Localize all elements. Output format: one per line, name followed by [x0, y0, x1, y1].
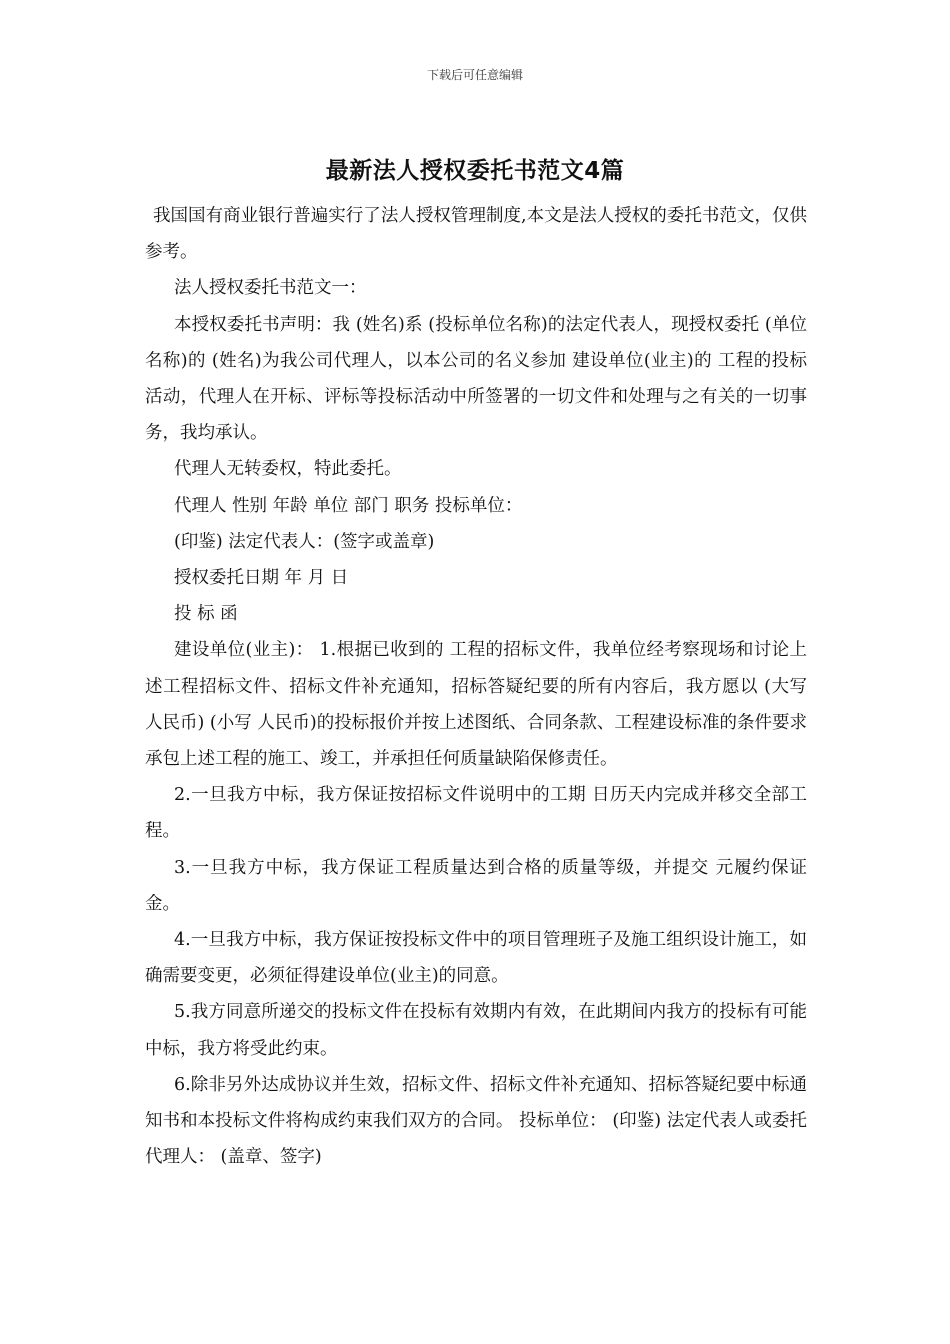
body-paragraph: 代理人无转委权，特此委托。 — [174, 459, 402, 480]
section-heading: 投 标 函 — [174, 604, 238, 625]
page-header-note: 下载后可任意编辑 — [426, 68, 523, 82]
list-item: 4.一旦我方中标，我方保证按投标文件中的项目管理班子及施工组织设计施工，如确需要变更，必须征得建设单位(业主)的同意。 — [145, 930, 807, 987]
section-heading: 法人授权委托书范文一： — [174, 278, 367, 299]
list-item: 2.一旦我方中标，我方保证按招标文件说明中的工期 日历天内完成并移交全部工程。 — [145, 785, 807, 842]
form-line: (印鉴) 法定代表人：(签字或盖章) — [174, 531, 435, 552]
document-title: 最新法人授权委托书范文4篇 — [325, 158, 625, 184]
form-line: 授权委托日期 年 月 日 — [174, 568, 349, 589]
list-item: 3.一旦我方中标，我方保证工程质量达到合格的质量等级，并提交 元履约保证金。 — [145, 857, 807, 914]
document-body — [145, 198, 807, 1175]
form-line: 代理人 性别 年龄 单位 部门 职务 投标单位： — [174, 495, 523, 516]
intro-paragraph: 我国国有商业银行普遍实行了法人授权管理制度,本文是法人授权的委托书范文，仅供参考。 — [145, 206, 807, 263]
body-paragraph: 建设单位(业主)： 1.根据已收到的 工程的招标文件，我单位经考察现场和讨论上述工程招标文件、招标文件补充通知，招标答疑纪要的所有内容后，我方愿以 (大写 人民币) (小写 人民币)的投标报价并按上述图纸、合同条款、工程建设标准的条件要求承包上述工程的施工、竣工，并承担任何质量缺陷保修责任。 — [145, 640, 807, 770]
list-item: 5.我方同意所递交的投标文件在投标有效期内有效，在此期间内我方的投标有可能中标，我方将受此约束。 — [145, 1002, 807, 1059]
list-item: 6.除非另外达成协议并生效，招标文件、招标文件补充通知、招标答疑纪要中标通知书和本投标文件将构成约束我们双方的合同。 投标单位： (印鉴) 法定代表人或委托代理人： (盖章、签字) — [145, 1074, 807, 1168]
body-paragraph: 本授权委托书声明：我 (姓名)系 (投标单位名称)的法定代表人，现授权委托 (单位名称)的 (姓名)为我公司代理人，以本公司的名义参加 建设单位(业主)的 工程的投标活动，代理人在开标、评标等投标活动中所签署的一切文件和处理与之有关的一切事务，我均承认。 — [145, 314, 807, 444]
